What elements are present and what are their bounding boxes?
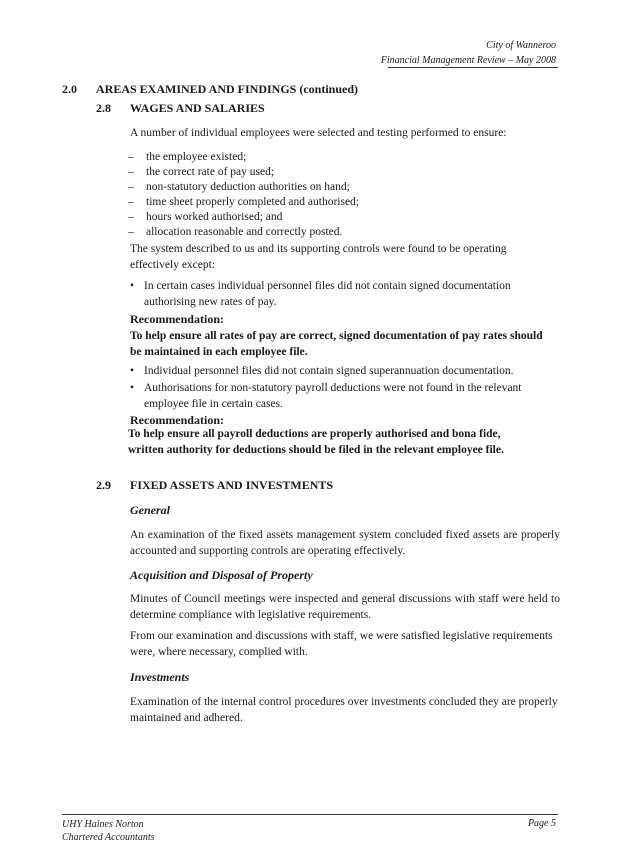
- page-number: Page 5: [527, 818, 556, 829]
- wages-intro: A number of individual employees were selected and testing performed to ensure:: [130, 127, 507, 139]
- footer-rule: [62, 814, 558, 815]
- list-item: – non-statutory deduction authorities on hand;: [128, 180, 528, 195]
- recommendation-text-1: To help ensure all rates of pay are correct, signed documentation of pay rates should be maintained in each employee file.: [130, 330, 543, 358]
- assets-number: 2.9: [96, 478, 111, 492]
- investments-heading: Investments: [130, 670, 190, 684]
- header-report-title: Financial Management Review – May 2008: [380, 55, 556, 66]
- list-item: – the correct rate of pay used;: [128, 165, 528, 180]
- header-organisation: City of Wanneroo: [486, 40, 556, 51]
- acquisition-text-1: Minutes of Council meetings were inspected and general discussions with staff were held to determine compliance with legislative requirements.: [130, 593, 560, 621]
- assets-title: FIXED ASSETS AND INVESTMENTS: [130, 478, 334, 492]
- list-item: – the employee existed;: [128, 150, 528, 165]
- list-item: – time sheet properly completed and authorised;: [128, 195, 528, 210]
- general-text: An examination of the fixed assets management system concluded fixed assets are properly accounted and supporting controls are operating effectively.: [130, 529, 560, 557]
- list-item: – allocation reasonable and correctly posted.: [128, 225, 528, 240]
- section-title: AREAS EXAMINED AND FINDINGS (continued): [96, 82, 359, 96]
- recommendation-label-1: Recommendation:: [130, 312, 224, 326]
- footer-firm: UHY Haines Norton: [62, 819, 144, 830]
- header-rule: [388, 67, 558, 68]
- acquisition-heading: Acquisition and Disposal of Property: [130, 568, 313, 582]
- wages-title: WAGES AND SALARIES: [130, 101, 265, 115]
- footer-firm-subtitle: Chartered Accountants: [62, 832, 155, 843]
- wages-finding-2: • Individual personnel files did not contain signed superannuation documentation.: [130, 363, 560, 379]
- recommendation-label-2: Recommendation:: [130, 413, 224, 427]
- wages-finding-1: • In certain cases individual personnel files did not contain signed documentation authorising new rates of pay.: [130, 278, 555, 310]
- wages-number: 2.8: [96, 101, 111, 115]
- recommendation-text-2: To help ensure all payroll deductions are properly authorised and bona fide, written authority for deductions should be filed in the relevant employee file.: [128, 428, 504, 456]
- investments-text: Examination of the internal control procedures over investments concluded they are properly maintained and adhered.: [130, 696, 558, 724]
- general-heading: General: [130, 503, 170, 517]
- wages-check-list: [128, 150, 528, 240]
- list-item: – hours worked authorised; and: [128, 210, 528, 225]
- wages-conclusion: The system described to us and its supporting controls were found to be operating effectively except:: [130, 243, 507, 271]
- wages-finding-3: • Authorisations for non-statutory payroll deductions were not found in the relevant employee file in certain cases.: [130, 380, 560, 412]
- acquisition-text-2: From our examination and discussions with staff, we were satisfied legislative requirements were, where necessary, complied with.: [130, 630, 553, 658]
- section-number: 2.0: [62, 82, 77, 96]
